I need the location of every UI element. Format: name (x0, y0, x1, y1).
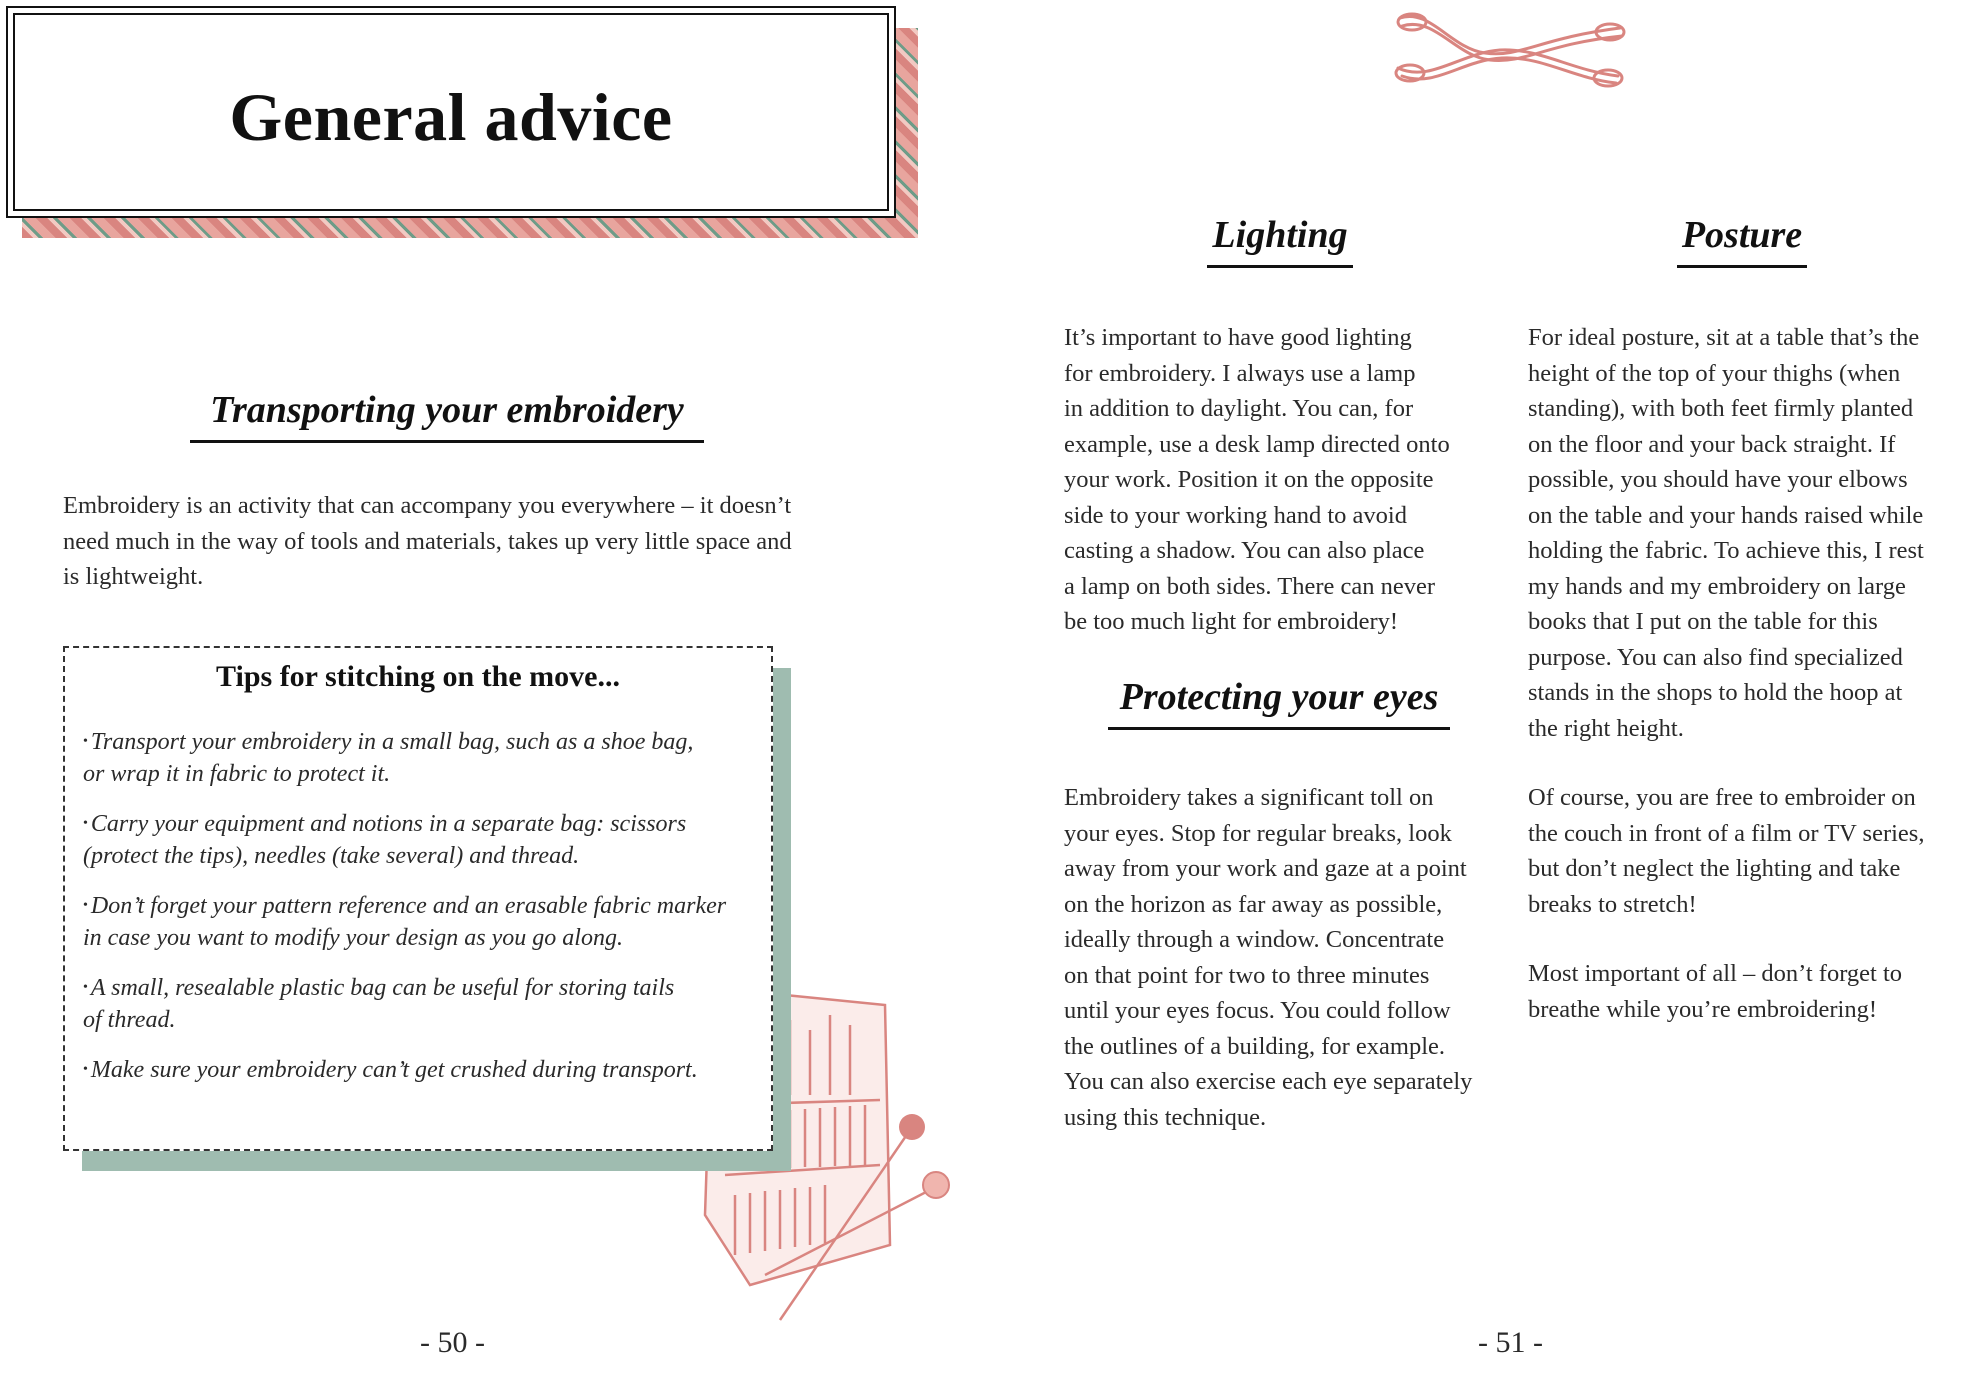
tip-item: • Make sure your embroidery can’t get crushed during transport. (83, 1057, 698, 1083)
heading-lighting: Lighting (1207, 213, 1353, 268)
page-number-left: - 50 - (420, 1326, 485, 1359)
eyes-paragraph: Embroidery takes a significant toll on your eyes. Stop for regular breaks, look away from your work and gaze at a point on the horizon as far away as possible, ideally through a window. Concentrate on that point for two to three minutes until your eyes focus. You could follow the outlines of a building, for example. You can also exercise each eye separately using this technique. (1064, 784, 1473, 1131)
intro-line: is lightweight. (63, 563, 204, 590)
tips-box (63, 646, 773, 1151)
intro-line: need much in the way of tools and materials, takes up very little space and (63, 527, 792, 555)
title-box (6, 6, 896, 218)
posture-paragraph-3: Most important of all – don’t forget to breathe while you’re embroidering! (1528, 960, 1903, 1023)
tip-item: • Transport your embroidery in a small bag, such as a shoe bag, or wrap it in fabric to protect it. (83, 729, 694, 787)
lighting-paragraph: It’s important to have good lighting for embroidery. I always use a lamp in addition to daylight. You can, for example, use a desk lamp directed onto your work. Position it on the opposite side to your working hand to avoid casting a shadow. You can also place a lamp on both sides. There can never be too much light for embroidery! (1064, 324, 1450, 635)
tips-title: Tips for stitching on the move... (216, 660, 620, 693)
intro-paragraph (63, 488, 863, 595)
posture-paragraph: For ideal posture, sit at a table that’s the height of the top of your thighs (when standing), with both feet firmly planted on the floor and your back straight. If possible, you should have your elbows on the table and your hands raised while holding the fabric. To achieve this, I rest my hands and my embroidery on large books that I put on the table for this purpose. You can also find specialized stands in the shops to hold the hoop at the right height. (1528, 324, 1924, 742)
posture-paragraph-2: Of course, you are free to embroider on the couch in front of a film or TV series, but don’t neglect the lighting and take breaks to stretch! (1528, 784, 1925, 918)
heading-protecting-eyes: Protecting your eyes (1108, 675, 1450, 730)
page-number-right: - 51 - (1478, 1326, 1543, 1359)
tip-item: • Carry your equipment and notions in a separate bag: scissors (protect the tips), needles (take several) and thread. (83, 811, 687, 869)
pin-head-icon (923, 1172, 949, 1198)
tip-item: • A small, resealable plastic bag can be useful for storing tails of thread. (83, 975, 675, 1033)
intro-line: Embroidery is an activity that can accompany you everywhere – it doesn’t (63, 492, 792, 519)
pin-head-icon (899, 1114, 925, 1140)
tip-item: • Don’t forget your pattern reference and an erasable fabric marker in case you want to modify your design as you go along. (83, 893, 727, 951)
thread-skein-illustration (1390, 8, 1630, 88)
heading-posture: Posture (1677, 213, 1807, 268)
heading-transporting: Transporting your embroidery (190, 388, 704, 443)
page-title: General advice (229, 79, 673, 155)
